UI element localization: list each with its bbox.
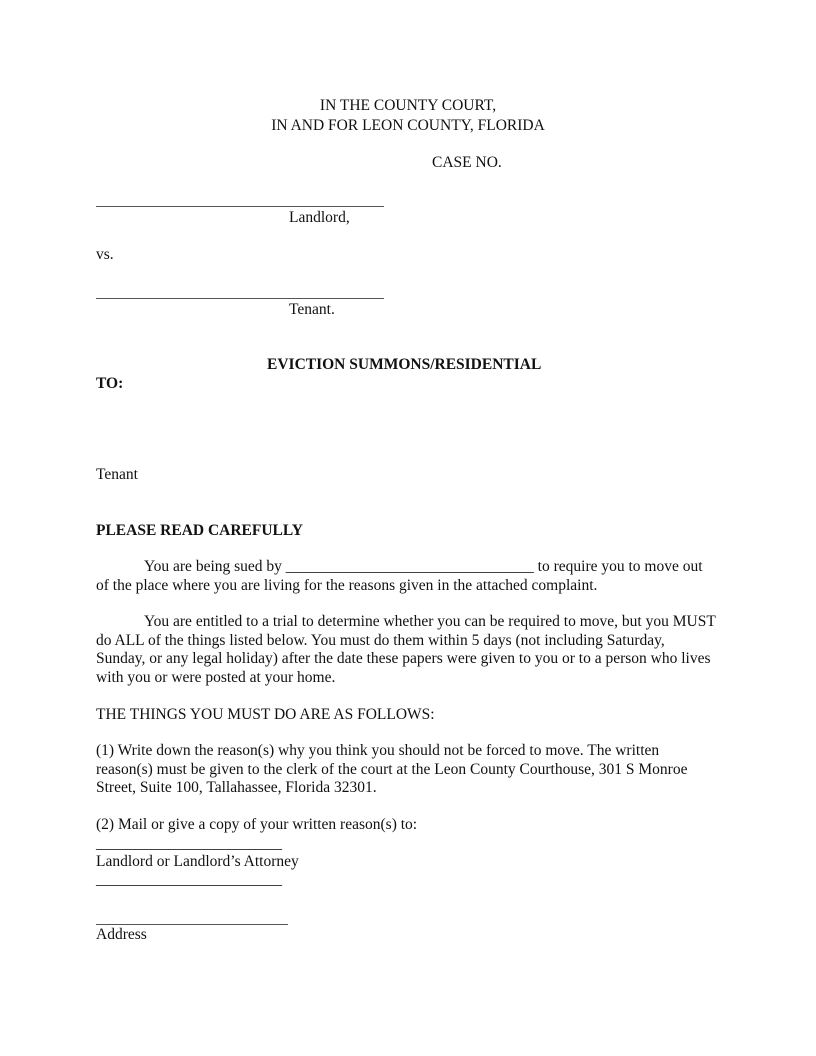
things-heading: THE THINGS YOU MUST DO ARE AS FOLLOWS:	[96, 706, 435, 723]
tenant-party-label: Tenant.	[289, 301, 335, 318]
address-label: Address	[96, 926, 147, 943]
to-label: TO:	[96, 375, 124, 392]
step-2-paragraph: (2) Mail or give a copy of your written reason(s) to:	[96, 816, 418, 833]
sued-by-prefix: You are being sued by	[144, 558, 282, 575]
trial-entitlement-paragraph: You are entitled to a trial to determine whether you can be required to move, but you MUST do ALL of the things listed below. You must do them within 5 days (not including Saturday, Sunday, or any legal holiday) after the date these papers were given to you or to a person who lives with you or were posted at your home.	[96, 613, 716, 686]
landlord-name-line	[96, 206, 384, 207]
tenant-name-line	[96, 298, 384, 299]
attorney-label: Landlord or Landlord’s Attorney	[96, 853, 299, 870]
sued-by-suffix: to require you to move out of the place where you are living for the reasons given in the attached complaint.	[96, 558, 703, 594]
versus-label: vs.	[96, 246, 114, 263]
warning-heading: PLEASE READ CAREFULLY	[96, 522, 303, 539]
step-1-paragraph: (1) Write down the reason(s) why you think you should not be forced to move. The written reason(s) must be given to the clerk of the court at the Leon County Courthouse, 301 S Monroe Street, Suite 100, Tallahassee, Florida 32301.	[96, 742, 688, 796]
landlord-label: Landlord,	[289, 209, 350, 226]
address-line	[96, 924, 288, 925]
court-line-2: IN AND FOR LEON COUNTY, FLORIDA	[271, 117, 545, 134]
attorney-second-blank: ________________________	[96, 871, 282, 888]
case-number-label: CASE NO.	[432, 154, 502, 171]
sued-by-paragraph	[96, 558, 716, 595]
attorney-name-blank: ________________________	[96, 835, 282, 852]
plaintiff-name-blank: ________________________________	[285, 558, 534, 575]
tenant-caption: Tenant	[96, 466, 138, 483]
document-title: EVICTION SUMMONS/RESIDENTIAL	[267, 356, 542, 373]
court-line-1: IN THE COUNTY COURT,	[319, 97, 497, 114]
